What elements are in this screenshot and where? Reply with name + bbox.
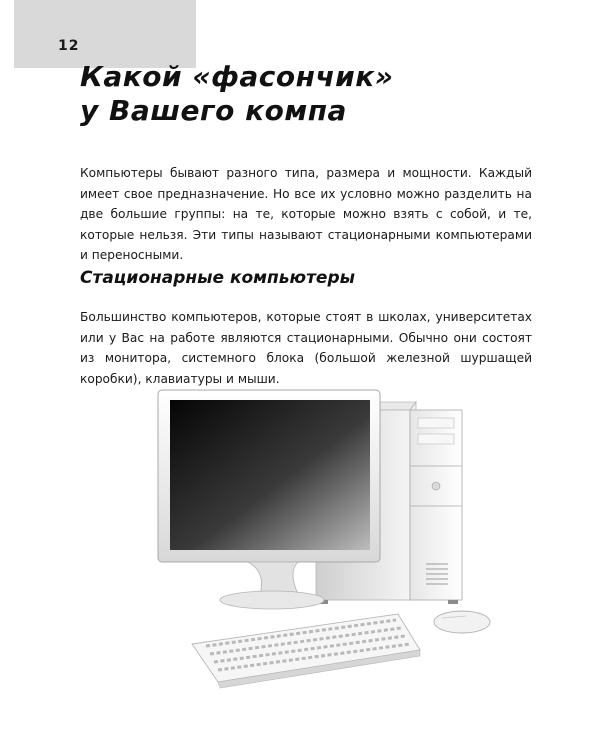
chapter-title [80, 60, 393, 128]
mouse-icon [434, 611, 490, 633]
page-number-tab [14, 0, 196, 68]
power-button-icon [432, 482, 440, 490]
chapter-title-line-1: Какой «фасончик» [80, 60, 394, 93]
keyboard [192, 614, 420, 688]
chapter-title-line-2: у Вашего компа [80, 94, 347, 127]
section-title: Стационарные компьютеры [80, 268, 356, 288]
desktop-computer-illustration [148, 388, 508, 698]
intro-paragraph: Компьютеры бывают разного типа, размера и мощности. Каждый имеет свое предназначение. Но все их условно можно разделить на две большие группы: на те, которые можно взять с собой, и те, которые нельзя. Эти типы называют стационарными компьютерами и переносными. [80, 166, 532, 262]
page-number: 12 [58, 38, 80, 54]
section-paragraph: Большинство компьютеров, которые стоят в школах, университетах или у Вас на работе являются стационарными. Обычно они состоят из монитора, системного блока (большой железной шуршащей коробки), клавиатуры и мыши. [80, 310, 532, 386]
